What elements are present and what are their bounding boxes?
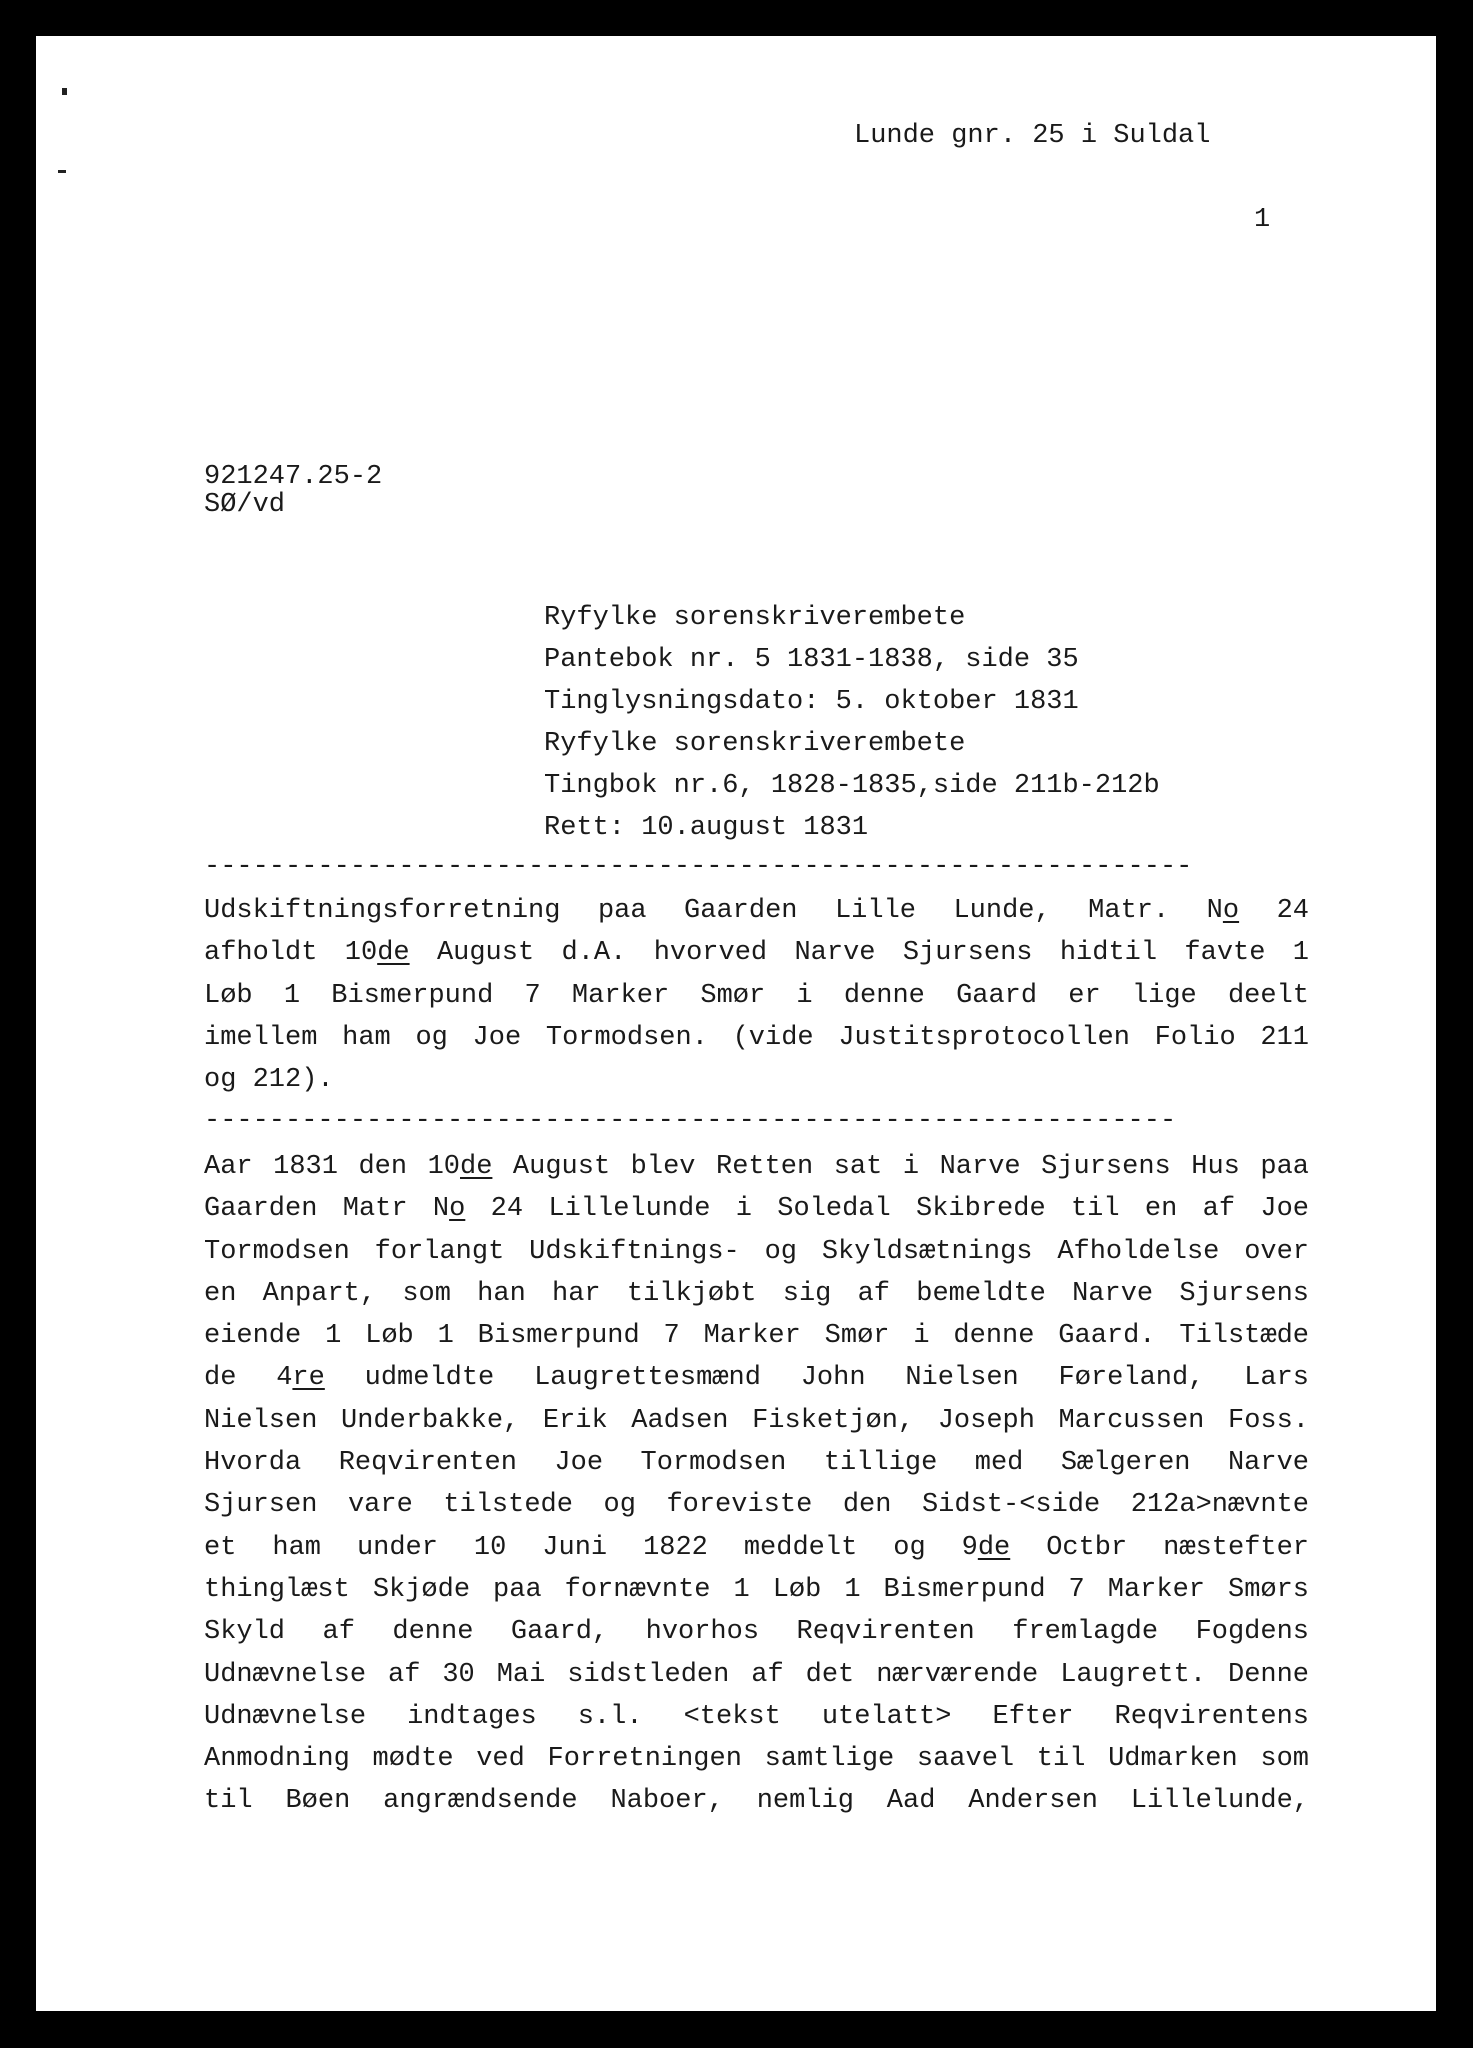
page-number: 1	[1254, 205, 1271, 235]
underlined-text: de	[377, 938, 410, 969]
header-location: Lunde gnr. 25 i Suldal	[854, 121, 1211, 151]
source-line: Ryfylke sorenskriverembete	[544, 729, 966, 759]
text-segment: eiende 1 Løb 1 Bismerpund 7 Marker Smør i denne Gaard. Tilstæde	[204, 1321, 1309, 1352]
text-line	[204, 932, 1309, 974]
text-segment: Sjursen vare tilstede og foreviste den Sidst-<side 212a>nævnte	[204, 1490, 1309, 1521]
text-line	[204, 1273, 1309, 1315]
text-line	[204, 1059, 1309, 1101]
body-paragraph	[204, 1146, 1309, 1823]
text-line	[204, 1231, 1309, 1273]
text-segment: Aar 1831 den 10	[204, 1152, 460, 1182]
text-line	[204, 1400, 1309, 1442]
text-line	[204, 1569, 1309, 1611]
text-segment: Anmodning mødte ved Forretningen samtlige saavel til Udmarken som	[204, 1744, 1309, 1775]
text-segment: de 4	[204, 1363, 293, 1394]
text-line	[204, 1188, 1309, 1230]
scan-mark-left	[58, 170, 66, 173]
text-segment: afholdt 10	[204, 938, 378, 969]
text-segment: 24 Lillelunde i Soledal Skibrede til en af Joe	[465, 1194, 1309, 1225]
text-segment: 24	[1239, 896, 1309, 926]
text-line	[204, 975, 1309, 1017]
text-line	[204, 1357, 1309, 1399]
text-line	[204, 1611, 1309, 1653]
text-line	[204, 1780, 1309, 1822]
text-line	[204, 1484, 1309, 1526]
text-line	[204, 1527, 1309, 1569]
text-segment: Hvorda Reqvirenten Joe Tormodsen tillige med Sælgeren Narve	[204, 1448, 1309, 1479]
source-line: Tingbok nr.6, 1828-1835,side 211b-212b	[544, 771, 1160, 801]
text-segment: August d.A. hvorved Narve Sjursens hidtil favte 1	[409, 938, 1309, 969]
text-segment: Skyld af denne Gaard, hvorhos Reqvirenten fremlagde Fogdens	[204, 1617, 1309, 1648]
text-line	[204, 890, 1309, 932]
text-line	[204, 1738, 1309, 1780]
text-line	[204, 1696, 1309, 1738]
source-line: Pantebok nr. 5 1831-1838, side 35	[544, 645, 1079, 675]
text-segment: August blev Retten sat i Narve Sjursens Hus paa	[492, 1152, 1309, 1182]
separator-line: ------------------------------------------------------------	[204, 1106, 1177, 1136]
text-line	[204, 1017, 1309, 1059]
text-segment: Udnævnelse af 30 Mai sidstleden af det nærværende Laugrett. Denne	[204, 1659, 1309, 1690]
text-line	[204, 1146, 1309, 1188]
text-segment: Udnævnelse indtages s.l. <tekst utelatt> Efter Reqvirentens	[204, 1701, 1309, 1732]
text-segment: Octbr næstefter	[1010, 1532, 1310, 1563]
text-segment: Gaarden Matr N	[204, 1194, 450, 1225]
document-page	[36, 36, 1436, 2011]
text-segment: thinglæst Skjøde paa fornævnte 1 Løb 1 Bismerpund 7 Marker Smørs	[204, 1574, 1309, 1605]
underlined-text: o	[1222, 896, 1240, 926]
source-line: Ryfylke sorenskriverembete	[544, 603, 966, 633]
text-segment: udmeldte Laugrettesmænd John Nielsen Føreland, Lars	[324, 1363, 1309, 1394]
text-segment: Udskiftningsforretning paa Gaarden Lille Lunde, Matr. N	[204, 896, 1223, 926]
underlined-text: re	[292, 1363, 325, 1394]
text-segment: og 212).	[204, 1065, 334, 1096]
text-segment: Løb 1 Bismerpund 7 Marker Smør i denne Gaard er lige deelt	[204, 980, 1309, 1011]
source-line: Rett: 10.august 1831	[544, 813, 869, 843]
text-line	[204, 1654, 1309, 1696]
text-line	[204, 1442, 1309, 1484]
text-segment: Tormodsen forlangt Udskiftnings- og Skyldsætnings Afholdelse over	[204, 1236, 1309, 1267]
separator-line: -------------------------------------------------------------	[204, 852, 1193, 882]
scan-mark-top	[62, 88, 67, 95]
text-segment: imellem ham og Joe Tormodsen. (vide Justitsprotocollen Folio 211	[204, 1022, 1309, 1053]
text-segment: til Bøen angrændsende Naboer, nemlig Aad Andersen Lillelunde,	[204, 1786, 1309, 1817]
underlined-text: de	[460, 1152, 493, 1182]
source-line: Tinglysningsdato: 5. oktober 1831	[544, 687, 1079, 717]
underlined-text: o	[449, 1194, 466, 1225]
file-number: 921247.25-2	[204, 462, 383, 492]
initials: SØ/vd	[204, 490, 286, 520]
text-line	[204, 1315, 1309, 1357]
text-segment: en Anpart, som han har tilkjøbt sig af bemeldte Narve Sjursens	[204, 1278, 1309, 1309]
text-segment: et ham under 10 Juni 1822 meddelt og 9	[204, 1532, 978, 1563]
summary-paragraph	[204, 890, 1309, 1101]
underlined-text: de	[977, 1532, 1011, 1563]
text-segment: Nielsen Underbakke, Erik Aadsen Fisketjøn, Joseph Marcussen Foss.	[204, 1405, 1309, 1436]
